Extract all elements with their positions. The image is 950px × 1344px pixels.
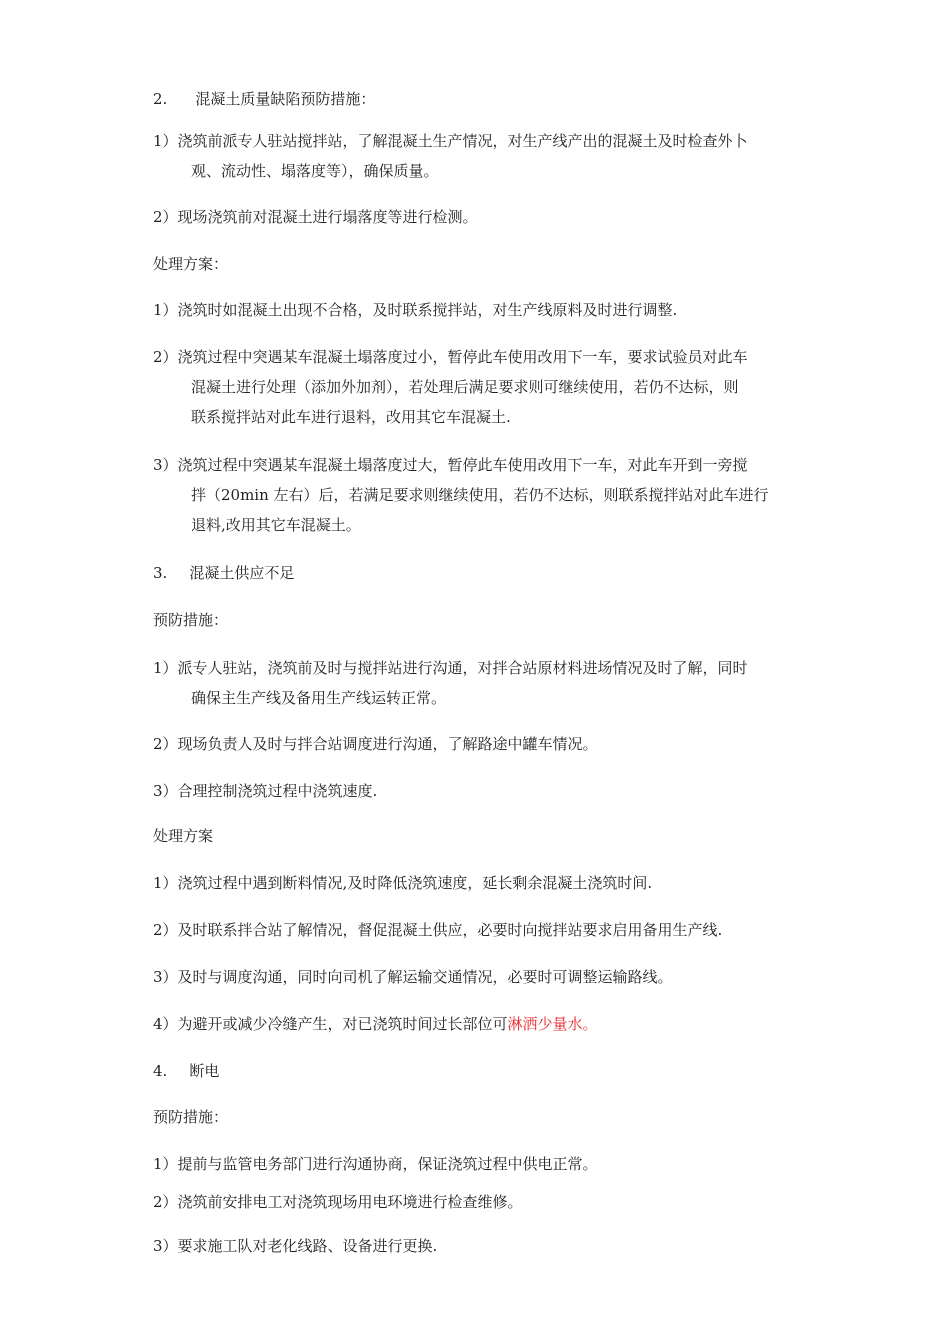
section-number: 2. [153,90,168,108]
list-item: 1）提前与监管电务部门进行沟通协商，保证浇筑过程中供电正常。 [153,1155,598,1173]
list-item: 1）派专人驻站，浇筑前及时与搅拌站进行沟通，对拌合站原材料进场情况及时了解，同时 [153,659,748,677]
section-number: 4. [153,1062,168,1080]
subheading: 处理方案 [153,827,214,845]
list-item-continuation: 确保主生产线及备用生产线运转正常。 [191,689,447,707]
list-item: 2）现场浇筑前对混凝土进行塌落度等进行检测。 [153,208,478,226]
list-item: 2）浇筑过程中突遇某车混凝土塌落度过小，暂停此车使用改用下一车，要求试验员对此车 [153,348,748,366]
list-item-continuation: 混凝土进行处理（添加外加剂），若处理后满足要求则可继续使用，若仍不达标，则 [191,378,739,396]
section-number: 3. [153,564,168,582]
list-item-continuation: 拌（20min 左右）后，若满足要求则继续使用，若仍不达标，则联系搅拌站对此车进行 [191,486,769,504]
subheading: 处理方案： [153,255,229,273]
section-title: 断电 [189,1062,220,1080]
highlighted-text: 淋洒少量水。 [507,1015,598,1033]
list-item: 1）浇筑前派专人驻站搅拌站，了解混凝土生产情况，对生产线产出的混凝土及时检查外卜 [153,132,748,150]
section-heading-3 [153,563,294,583]
list-item-text: 4）为避开或减少冷缝产生，对已浇筑时间过长部位可 [153,1015,508,1033]
list-item: 3）及时与调度沟通，同时向司机了解运输交通情况，必要时可调整运输路线。 [153,968,673,986]
list-item-continuation: 观、流动性、塌落度等），确保质量。 [191,162,439,180]
list-item: 3）浇筑过程中突遇某车混凝土塌落度过大，暂停此车使用改用下一车，对此车开到一旁搅 [153,456,748,474]
list-item: 2）及时联系拌合站了解情况，督促混凝土供应，必要时向搅拌站要求启用备用生产线. [153,921,723,939]
list-item: 1）浇筑过程中遇到断料情况,及时降低浇筑速度，延长剩余混凝土浇筑时间. [153,874,653,892]
subheading: 预防措施： [153,1108,229,1126]
subheading: 预防措施： [153,611,229,629]
section-title: 混凝土质量缺陷预防措施： [195,90,376,108]
list-item [153,1014,598,1034]
list-item: 2）浇筑前安排电工对浇筑现场用电环境进行检查维修。 [153,1193,523,1211]
list-item: 1）浇筑时如混凝土出现不合格，及时联系搅拌站，对生产线原料及时进行调整. [153,301,678,319]
list-item-continuation: 退料,改用其它车混凝土。 [191,516,361,534]
section-heading-2 [153,89,375,109]
list-item-continuation: 联系搅拌站对此车进行退料，改用其它车混凝土. [191,408,511,426]
section-title: 混凝土供应不足 [189,564,295,582]
section-heading-4 [153,1061,219,1081]
list-item: 3）要求施工队对老化线路、设备进行更换. [153,1237,438,1255]
list-item: 3）合理控制浇筑过程中浇筑速度. [153,782,378,800]
list-item: 2）现场负责人及时与拌合站调度进行沟通，了解路途中罐车情况。 [153,735,598,753]
